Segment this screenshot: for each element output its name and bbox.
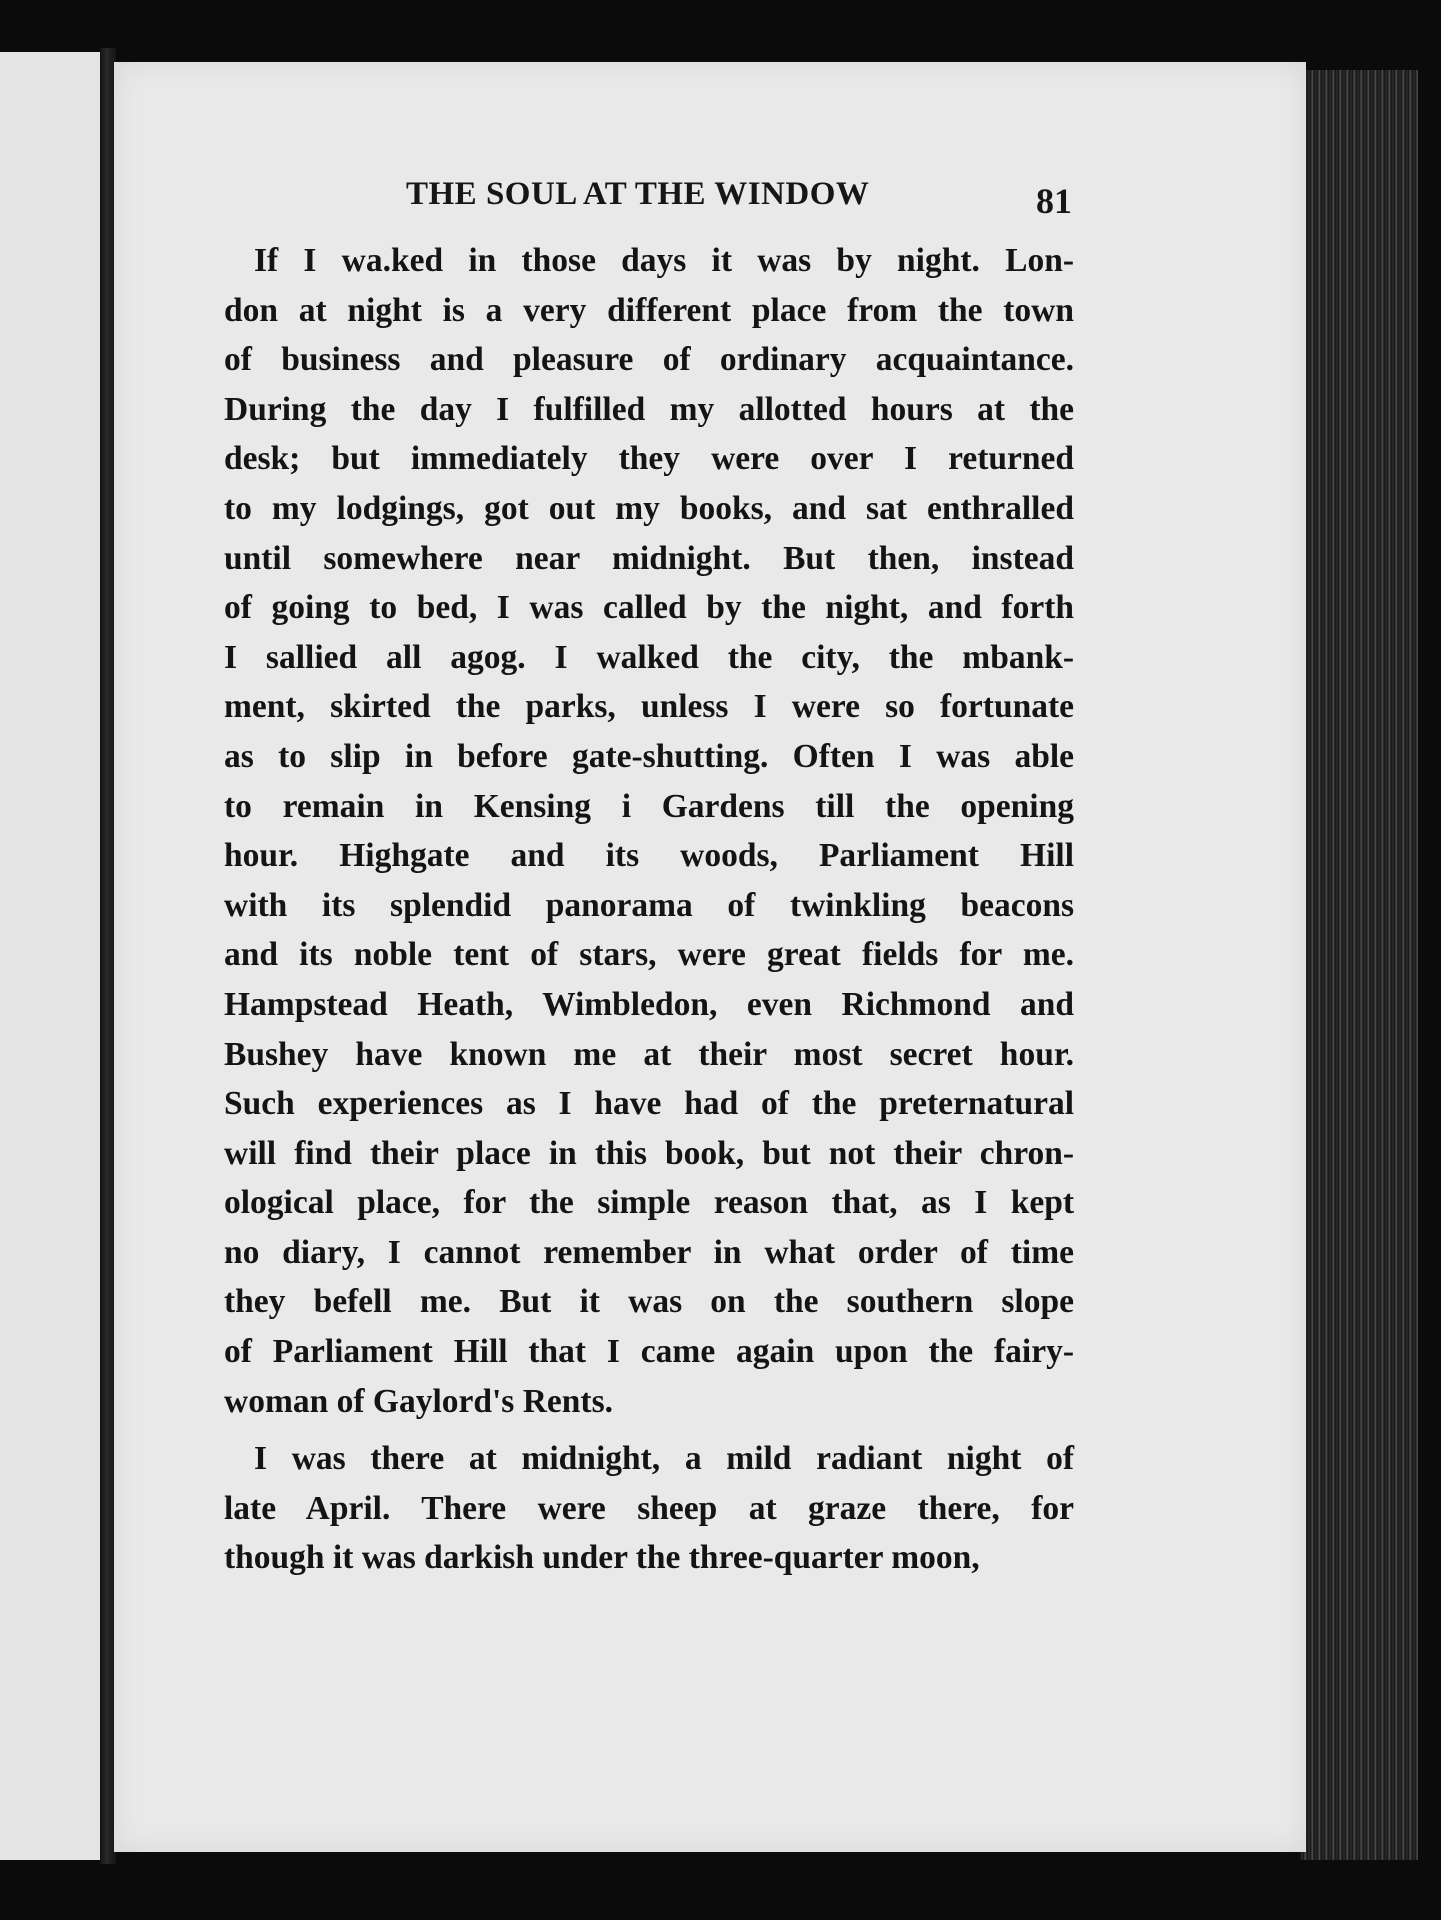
text-line: Bushey have known me at their most secret hour. xyxy=(224,1035,1074,1073)
text-line: with its splendid panorama of twinkling beacons xyxy=(224,886,1074,924)
text-line: though it was darkish under the three-quarter moon, xyxy=(224,1539,980,1577)
text-line: don at night is a very different place from the town xyxy=(224,291,1074,329)
text-line: Hampstead Heath, Wimbledon, even Richmond and xyxy=(224,985,1074,1023)
text-line: to remain in Kensing i Gardens till the opening xyxy=(224,787,1074,825)
text-line: of business and pleasure of ordinary acquaintance. xyxy=(224,341,1074,379)
text-line: ological place, for the simple reason that, as I kept xyxy=(224,1184,1074,1222)
text-line: and its noble tent of stars, were great fields for me. xyxy=(224,936,1074,974)
text-line: as to slip in before gate-shutting. Often I was able xyxy=(224,737,1074,775)
paragraph xyxy=(224,236,1074,1426)
text-line: late April. There were sheep at graze there, for xyxy=(224,1489,1074,1527)
text-line: desk; but immediately they were over I returned xyxy=(224,440,1074,478)
facing-page-edge xyxy=(0,52,100,1860)
text-line: woman of Gaylord's Rents. xyxy=(224,1382,613,1420)
text-line: will find their place in this book, but not their chron- xyxy=(224,1134,1074,1172)
text-line: of going to bed, I was called by the night, and forth xyxy=(224,589,1074,627)
text-line: ment, skirted the parks, unless I were so fortunate xyxy=(224,688,1074,726)
text-line: they befell me. But it was on the southern slope xyxy=(224,1283,1074,1321)
body-text xyxy=(224,236,1074,1583)
page-block-edges xyxy=(1300,70,1418,1860)
text-line: I was there at midnight, a mild radiant night of xyxy=(254,1440,1074,1478)
text-line: of Parliament Hill that I came again upon the fairy- xyxy=(224,1333,1074,1371)
text-line: hour. Highgate and its woods, Parliament Hill xyxy=(224,837,1074,875)
page-number: 81 xyxy=(1036,181,1072,221)
paragraph-gap xyxy=(224,1426,1074,1434)
text-line: If I wa.ked in those days it was by night. Lon- xyxy=(254,242,1074,279)
text-line: no diary, I cannot remember in what order of time xyxy=(224,1233,1074,1271)
text-line: to my lodgings, got out my books, and sat enthralled xyxy=(224,489,1074,527)
text-line: I sallied all agog. I walked the city, the mbank- xyxy=(224,638,1074,676)
running-title: THE SOUL AT THE WINDOW xyxy=(406,176,870,212)
paragraph xyxy=(224,1434,1074,1583)
text-line: During the day I fulfilled my allotted hours at the xyxy=(224,390,1074,428)
text-line: Such experiences as I have had of the preternatural xyxy=(224,1085,1074,1123)
text-line: until somewhere near midnight. But then, instead xyxy=(224,539,1074,577)
